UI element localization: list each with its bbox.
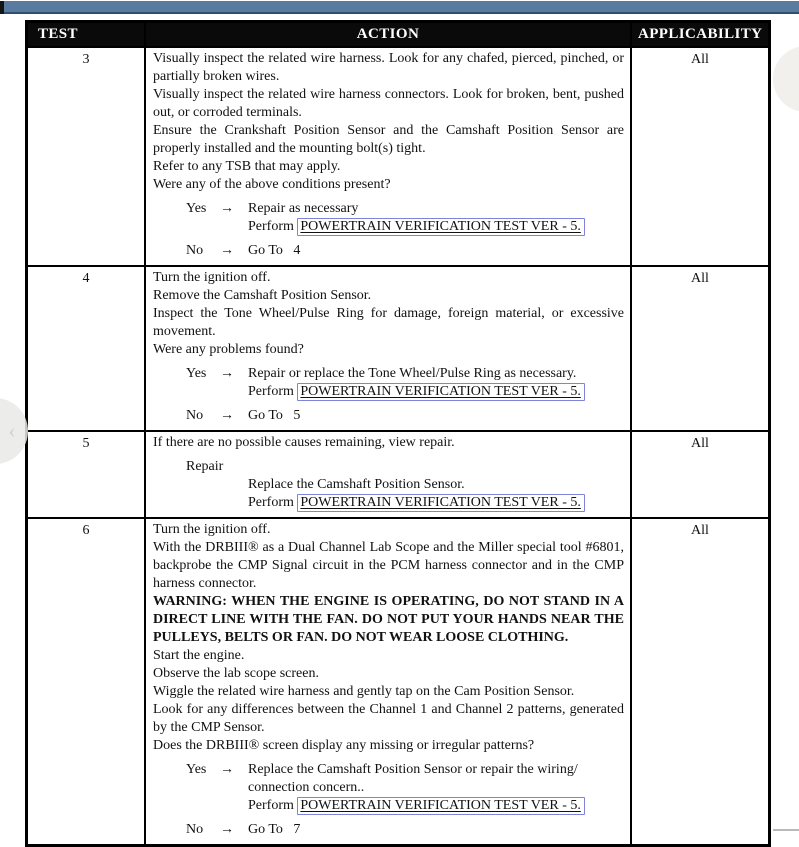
decision-content	[248, 407, 624, 425]
perform-label: Perform	[248, 219, 298, 234]
arrow-right-icon: →	[220, 201, 234, 216]
decision-label: No	[186, 408, 204, 423]
powertrain-verification-link[interactable]: POWERTRAIN VERIFICATION TEST VER - 5.	[297, 218, 584, 236]
perform-line	[248, 218, 624, 236]
decision-content	[248, 821, 624, 839]
decision-label: Repair	[186, 459, 224, 474]
table-header	[27, 22, 770, 48]
applicability-cell: All	[631, 518, 770, 846]
decision-block	[186, 200, 624, 236]
action-paragraph: Refer to any TSB that may apply.	[153, 159, 341, 174]
decision-line: Go To 4	[248, 243, 301, 258]
decision-label: Yes	[186, 762, 207, 777]
table-body	[27, 47, 770, 846]
decision-line: Repair as necessary	[248, 201, 359, 216]
arrow-right-icon: →	[220, 822, 234, 837]
decision-block	[186, 821, 624, 839]
decision-line: Replace the Camshaft Position Sensor.	[248, 477, 465, 492]
decision-label: No	[186, 822, 204, 837]
test-number-cell: 3	[27, 47, 146, 266]
chevron-left-icon: ‹	[8, 418, 16, 443]
arrow-right-icon: →	[220, 762, 234, 777]
action-cell	[145, 266, 631, 431]
action-paragraph: Start the engine.	[153, 648, 245, 663]
action-paragraph: Turn the ignition off.	[153, 522, 271, 537]
perform-line	[248, 494, 624, 512]
action-paragraph: Wiggle the related wire harness and gently tap on the Cam Position Sensor.	[153, 684, 575, 699]
action-cell	[145, 431, 631, 518]
test-number-cell: 6	[27, 518, 146, 846]
decision-content	[248, 476, 624, 512]
perform-label: Perform	[248, 495, 298, 510]
action-paragraph: Does the DRBIII® screen display any missing or irregular patterns?	[153, 738, 535, 753]
decision-label: No	[186, 243, 204, 258]
perform-line	[248, 383, 624, 401]
next-page-button[interactable]	[773, 46, 799, 112]
action-paragraph: Turn the ignition off.	[153, 270, 271, 285]
decision-line: Go To 5	[248, 408, 301, 423]
action-paragraph: WARNING: WHEN THE ENGINE IS OPERATING, DO NOT STAND IN A DIRECT LINE WITH THE FAN. DO NOT PUT YOUR HANDS NEAR THE PULLEYS, BELTS OR FAN. DO NOT WEAR LOOSE CLOTHING.	[153, 594, 624, 645]
decision-line: Go To 7	[248, 822, 301, 837]
action-paragraph: Observe the lab scope screen.	[153, 666, 319, 681]
decision-line: Repair or replace the Tone Wheel/Pulse Ring as necessary.	[248, 366, 577, 381]
decision-line: Replace the Camshaft Position Sensor or repair the wiring/	[248, 762, 578, 777]
powertrain-verification-link[interactable]: POWERTRAIN VERIFICATION TEST VER - 5.	[297, 383, 584, 401]
table-row	[27, 47, 770, 266]
perform-line	[248, 797, 624, 815]
action-paragraph: If there are no possible causes remaining, view repair.	[153, 435, 455, 450]
action-paragraph: Inspect the Tone Wheel/Pulse Ring for damage, foreign material, or excessive movement.	[153, 306, 624, 339]
decision-content	[248, 761, 624, 815]
arrow-right-icon: →	[220, 408, 234, 423]
table-row	[27, 266, 770, 431]
diagnostic-test-table	[25, 20, 771, 847]
scan-artifact	[773, 829, 799, 831]
decision-content	[248, 200, 624, 236]
applicability-cell: All	[631, 47, 770, 266]
decision-line: connection concern..	[248, 780, 365, 795]
decision-label: Yes	[186, 201, 207, 216]
decision-block	[186, 242, 624, 260]
window-top-bar	[0, 1, 799, 14]
prev-page-button[interactable]	[0, 398, 28, 464]
decision-block	[186, 761, 624, 815]
action-paragraph: Ensure the Crankshaft Position Sensor and the Camshaft Position Sensor are properly installed and the mounting bolt(s) tight.	[153, 123, 624, 156]
action-paragraph: Were any problems found?	[153, 342, 304, 357]
action-paragraph: Remove the Camshaft Position Sensor.	[153, 288, 372, 303]
applicability-cell: All	[631, 431, 770, 518]
decision-content	[248, 242, 624, 260]
action-paragraph: With the DRBIII® as a Dual Channel Lab Scope and the Miller special tool #6801, backprobe the CMP Signal circuit in the PCM harness connector and in the CMP harness connector.	[153, 540, 624, 591]
table-header-row	[27, 22, 770, 48]
table-row	[27, 518, 770, 846]
perform-label: Perform	[248, 798, 298, 813]
header-applicability: APPLICABILITY	[631, 22, 770, 48]
test-number-cell: 4	[27, 266, 146, 431]
test-number-cell: 5	[27, 431, 146, 518]
decision-label: Yes	[186, 366, 207, 381]
action-paragraph: Were any of the above conditions present?	[153, 177, 391, 192]
window-top-bar-notch	[0, 1, 4, 14]
arrow-right-icon: →	[220, 243, 234, 258]
decision-block	[186, 365, 624, 401]
table-row	[27, 431, 770, 518]
arrow-right-icon: →	[220, 366, 234, 381]
action-paragraph: Look for any differences between the Channel 1 and Channel 2 patterns, generated by the CMP Sensor.	[153, 702, 624, 735]
header-test: TEST	[27, 22, 146, 48]
decision-block	[186, 458, 624, 476]
action-cell	[145, 47, 631, 266]
header-action: ACTION	[145, 22, 631, 48]
action-paragraph: Visually inspect the related wire harness. Look for any chafed, pierced, pinched, or partially broken wires.	[153, 51, 624, 84]
powertrain-verification-link[interactable]: POWERTRAIN VERIFICATION TEST VER - 5.	[297, 797, 584, 815]
action-paragraph: Visually inspect the related wire harness connectors. Look for broken, bent, pushed out, or corroded terminals.	[153, 87, 624, 120]
perform-label: Perform	[248, 384, 298, 399]
decision-content	[248, 365, 624, 401]
decision-block	[186, 407, 624, 425]
applicability-cell: All	[631, 266, 770, 431]
action-cell	[145, 518, 631, 846]
powertrain-verification-link[interactable]: POWERTRAIN VERIFICATION TEST VER - 5.	[297, 494, 584, 512]
